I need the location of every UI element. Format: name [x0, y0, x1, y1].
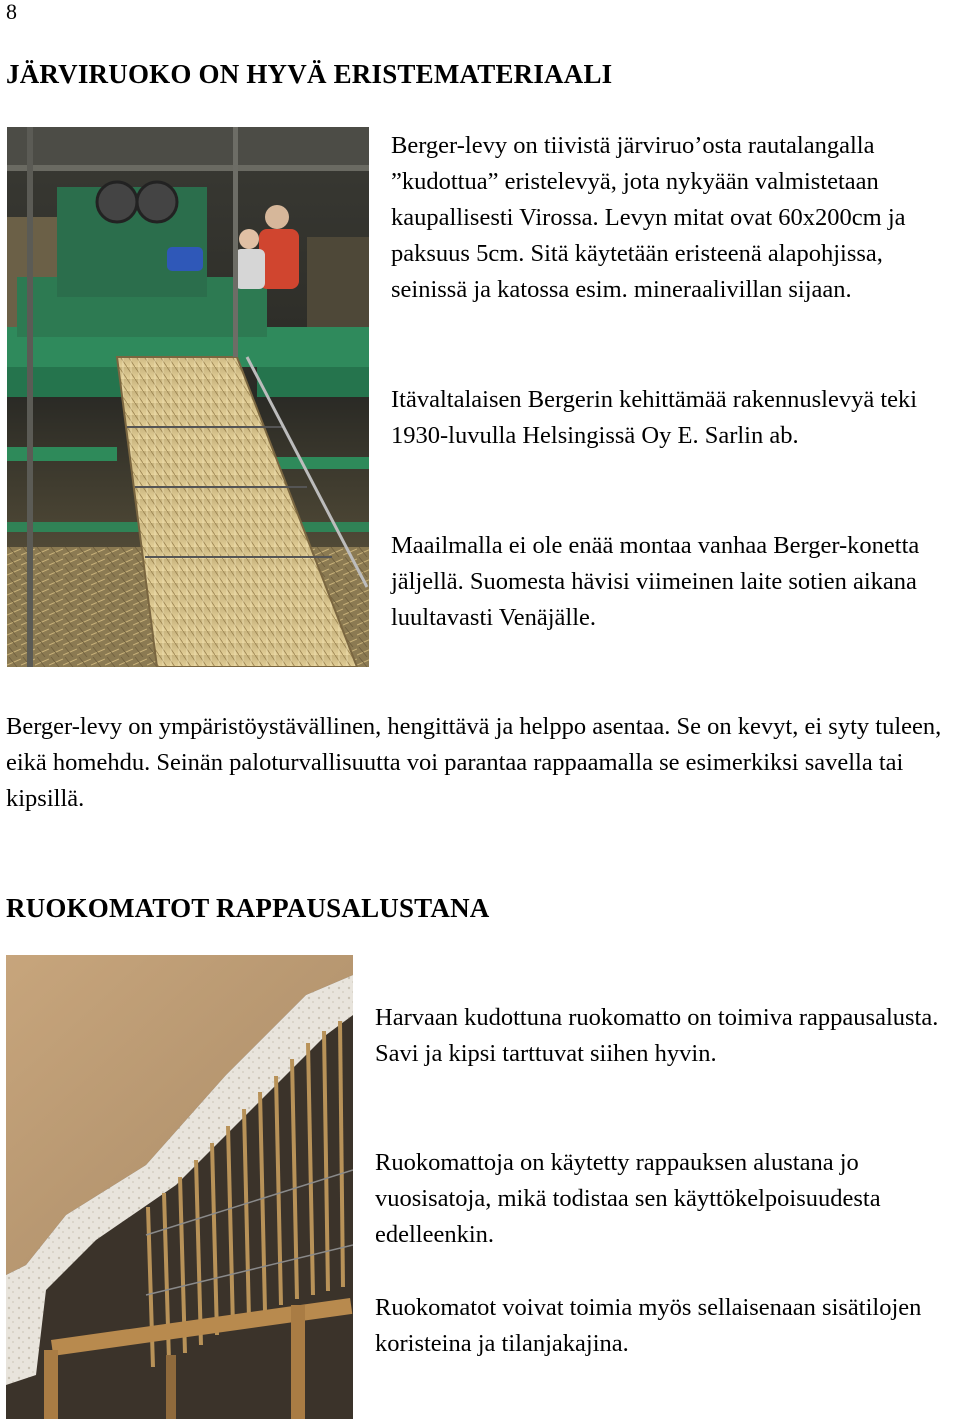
photo-reed-mat-plaster [6, 955, 353, 1419]
paragraph-berger-history: Itävaltalaisen Bergerin kehittämää rakennuslevyä teki 1930-luvulla Helsingissä Oy E. Sarlin ab. [391, 386, 918, 449]
paragraph-reed-mat-history: Ruokomattoja on käytetty rappauksen alustana jo vuosisatoja, mikä todistaa sen käyttökelpoisuudesta edelleenkin. [375, 1149, 881, 1248]
page-number: 8 [6, 0, 17, 24]
paragraph-reed-mat-plaster-base: Harvaan kudottuna ruokomatto on toimiva rappausalusta. Savi ja kipsi tarttuvat siihen hyvin. [375, 1004, 939, 1067]
paragraph-berger-benefits: Berger-levy on ympäristöystävällinen, hengittävä ja helppo asentaa. Se on kevyt, ei syty tuleen, eikä homehdu. Seinän paloturvallisuutta voi parantaa rappaamalla se esimerkiksi savella tai kipsillä. [6, 713, 942, 812]
reed-mat-illustration [6, 955, 353, 1419]
section-heading-reed-mats: RUOKOMATOT RAPPAUSALUSTANA [6, 893, 490, 923]
section-heading-reed-insulation: JÄRVIRUOKO ON HYVÄ ERISTEMATERIAALI [6, 59, 613, 89]
paragraph-berger-board-description: Berger-levy on tiivistä järviruo’osta rautalangalla ”kudottua” eristelevyä, jota nykyään valmistetaan kaupallisesti Virossa. Levyn mitat ovat 60x200cm ja paksuus 5cm. Sitä käytetään eristeenä alapohjissa, seinissä ja katossa esim. mineraalivillan sijaan. [391, 132, 906, 303]
photo-reed-board-machine [7, 127, 369, 667]
machine-illustration [7, 127, 369, 667]
paragraph-berger-machines: Maailmalla ei ole enää montaa vanhaa Berger-konetta jäljellä. Suomesta hävisi viimeinen laite sotien aikana luultavasti Venäjälle. [391, 532, 920, 631]
paragraph-reed-mat-decor: Ruokomatot voivat toimia myös sellaisenaan sisätilojen koristeina ja tilanjakajina. [375, 1294, 922, 1357]
